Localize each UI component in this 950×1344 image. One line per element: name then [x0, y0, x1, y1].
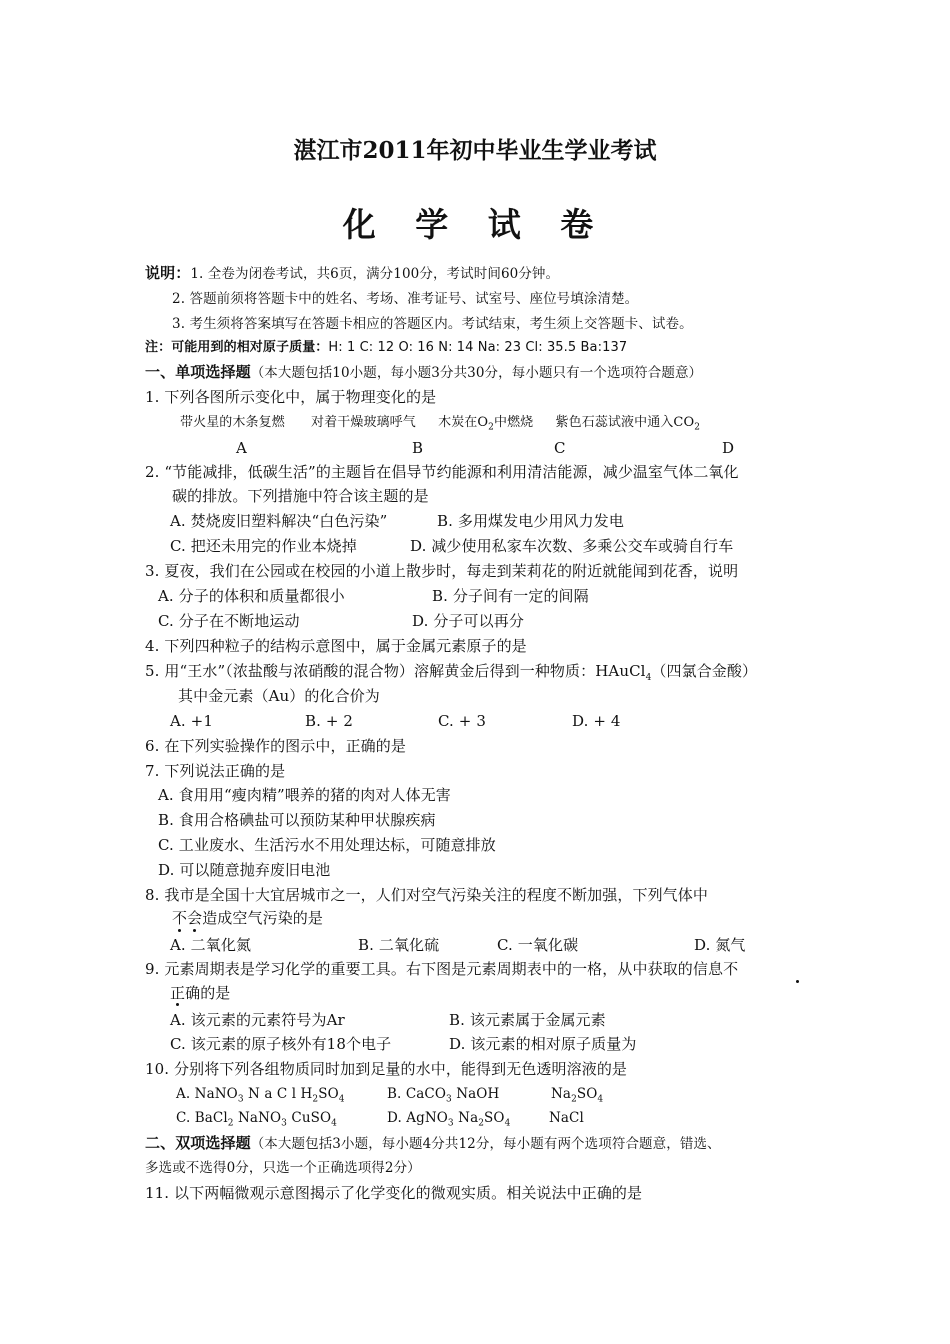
q2-option-d: D. 减少使用私家车次数、多乘公交车或骑自行车	[410, 537, 734, 555]
q1-option-c-letter: C	[554, 439, 566, 457]
q2-stem-line-2: 碳的排放。下列措施中符合该主题的是	[172, 487, 429, 505]
section-2-header	[145, 1133, 721, 1154]
emphasis-dot	[193, 929, 196, 932]
q2-option-c: C. 把还未用完的作业本烧掉	[170, 537, 357, 555]
section-2-desc-line-1: （本大题包括3小题，每小题4分共12分，每小题有两个选项符合题意，错选、	[250, 1136, 721, 1152]
q7-option-b: B. 食用合格碘盐可以预防某种甲状腺疾病	[158, 811, 436, 829]
q2-option-b: B. 多用煤发电少用风力发电	[437, 512, 624, 530]
q9-stem-line-2: 正确的是	[170, 984, 231, 1002]
q11-stem: 11. 以下两幅微观示意图揭示了化学变化的微观实质。相关说法中正确的是	[145, 1184, 643, 1202]
q7-option-a: A. 食用用“瘦肉精”喂养的猪的肉对人体无害	[158, 786, 451, 804]
q8-option-a: A. 二氧化氮	[170, 936, 252, 954]
exam-subtitle: 化 学 试 卷	[342, 205, 608, 244]
q9-option-b: B. 该元素属于金属元素	[449, 1011, 606, 1029]
q1-caption-c: 木炭在$O_2$中燃烧	[438, 415, 534, 433]
q10-option-d: D. AgNO$_3$ $Na_2SO_4$	[387, 1110, 511, 1129]
q5-stem-line-1: 5. 用“王水”（浓盐酸与浓硝酸的混合物）溶解黄金后得到一种物质：HAuCl$_4$（四氯合金酸）	[145, 662, 758, 683]
q6-stem: 6. 在下列实验操作的图示中，正确的是	[145, 737, 406, 755]
q5-option-a: A. +1	[170, 712, 213, 730]
q2-option-a: A. 焚烧废旧塑料解决“白色污染”	[170, 512, 388, 530]
q9-option-a: A. 该元素的元素符号为Ar	[170, 1011, 345, 1029]
q3-option-c: C. 分子在不断地运动	[158, 612, 300, 630]
q9-stem-line-1: 9. 元素周期表是学习化学的重要工具。右下图是元素周期表中的一格，从中获取的信息不	[145, 960, 739, 978]
emphasis-dot	[796, 980, 799, 983]
emphasis-dot	[178, 929, 181, 932]
q3-option-a: A. 分子的体积和质量都很小	[158, 587, 345, 605]
q10-option-b-third: $Na_2SO_4$	[551, 1086, 604, 1105]
instruction-item-2: 2. 答题前须将答题卡中的姓名、考场、准考证号、试室号、座位号填涂清楚。	[172, 291, 639, 307]
q3-option-b: B. 分子间有一定的间隔	[432, 587, 589, 605]
section-2-desc-line-2: 多选或不选得0分，只选一个正确选项得2分）	[145, 1160, 421, 1176]
section-2-heading: 二、双项选择题	[145, 1134, 251, 1152]
q3-stem: 3. 夏夜，我们在公园或在校园的小道上散步时，每走到茉莉花的附近就能闻到花香，说明	[145, 562, 739, 580]
q4-stem: 4. 下列四种粒子的结构示意图中，属于金属元素原子的是	[145, 637, 527, 655]
exam-title: 湛江市2011年初中毕业生学业考试	[293, 137, 657, 164]
q10-option-b: B. CaCO$_3$ NaOH	[387, 1086, 500, 1105]
q8-stem-line-2: 不会造成空气污染的是	[172, 909, 324, 927]
q9-option-d: D. 该元素的相对原子质量为	[449, 1035, 637, 1053]
q1-stem: 1. 下列各图所示变化中，属于物理变化的是	[145, 388, 437, 406]
q5-stem-line-2: 其中金元素（Au）的化合价为	[178, 687, 380, 705]
q1-caption-b: 对着干燥玻璃呼气	[311, 415, 416, 430]
instructions-line-1	[145, 263, 559, 284]
q3-option-d: D. 分子可以再分	[412, 612, 524, 630]
q5-option-b: B. + 2	[305, 712, 354, 730]
q10-stem: 10. 分别将下列各组物质同时加到足量的水中，能得到无色透明溶液的是	[145, 1060, 628, 1078]
q7-option-c: C. 工业废水、生活污水不用处理达标，可随意排放	[158, 836, 496, 854]
instructions-label: 说明：	[145, 264, 191, 282]
q2-stem-line-1: 2. “节能减排，低碳生活”的主题旨在倡导节约能源和利用清洁能源，减少温室气体二氧化	[145, 463, 739, 481]
q8-stem-line-1: 8. 我市是全国十大宜居城市之一，人们对空气污染关注的程度不断加强，下列气体中	[145, 886, 708, 904]
q1-option-a-letter: A	[236, 439, 247, 457]
q10-option-c: C. BaCl$_2$ NaNO$_3$ CuSO$_4$	[176, 1110, 337, 1129]
q8-option-d: D. 氮气	[694, 936, 746, 954]
q8-option-c: C. 一氧化碳	[497, 936, 579, 954]
section-1-desc: （本大题包括10小题，每小题3分共30分，每小题只有一个选项符合题意）	[250, 365, 703, 381]
q7-option-d: D. 可以随意抛弃废旧电池	[158, 861, 331, 879]
section-1-header	[145, 362, 702, 383]
atomic-mass-values: H: 1 C: 12 O: 16 N: 14 Na: 23 Cl: 35.5 Ba:137	[328, 340, 628, 355]
atomic-mass-note	[145, 338, 627, 358]
q9-option-c: C. 该元素的原子核外有18个电子	[170, 1035, 392, 1053]
q8-option-b: B. 二氧化硫	[358, 936, 440, 954]
q10-option-d-third: NaCl	[549, 1110, 584, 1126]
q1-option-d-letter: D	[722, 439, 735, 457]
q5-option-c: C. + 3	[438, 712, 486, 730]
q5-option-d: D. + 4	[572, 712, 621, 730]
q1-option-b-letter: B	[412, 439, 424, 457]
section-1-heading: 一、单项选择题	[145, 363, 251, 381]
emphasis-dot	[176, 1003, 179, 1006]
q10-option-a: A. NaNO$_3$ N a C l $H_2SO_4$	[176, 1086, 345, 1105]
instruction-item-1: 1. 全卷为闭卷考试，共6页，满分100分，考试时间60分钟。	[190, 266, 560, 282]
atomic-mass-label: 注：可能用到的相对原子质量：	[145, 340, 329, 355]
instruction-item-3: 3. 考生须将答案填写在答题卡相应的答题区内。考试结束，考生须上交答题卡、试卷。	[172, 316, 693, 332]
q7-stem: 7. 下列说法正确的是	[145, 762, 286, 780]
q1-caption-a: 带火星的木条复燃	[180, 415, 285, 430]
q1-caption-d: 紫色石蕊试液中通入$CO_2$	[555, 415, 701, 433]
q1-captions	[180, 413, 700, 433]
